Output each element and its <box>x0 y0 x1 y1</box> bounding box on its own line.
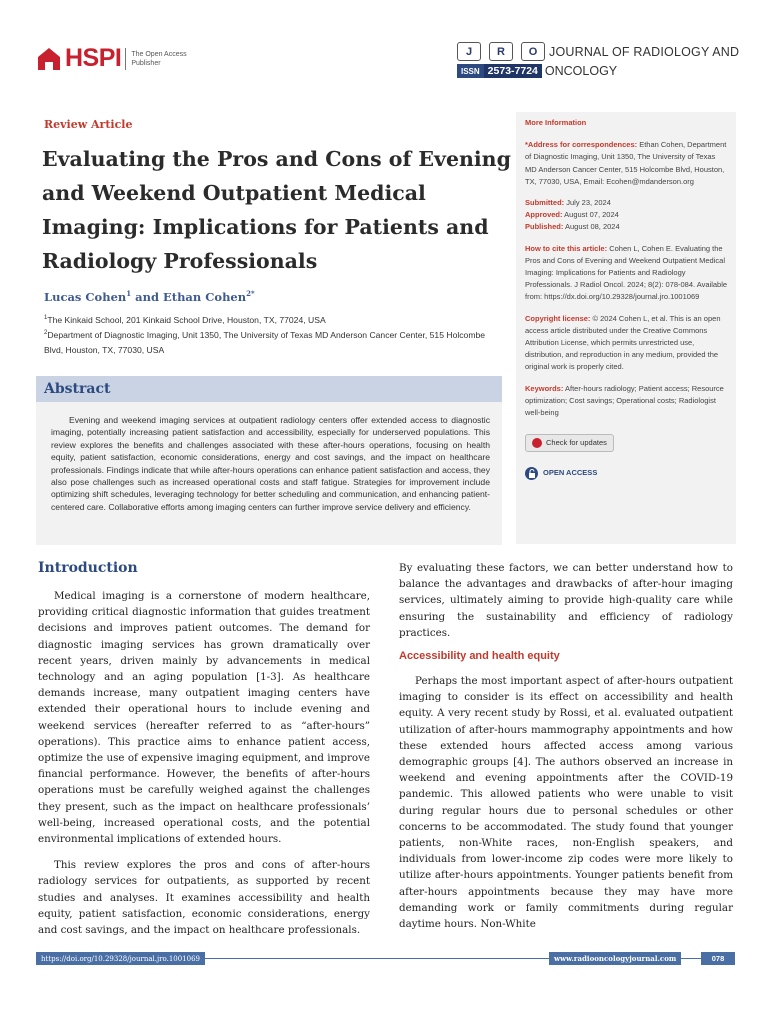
article-info-sidebar <box>516 112 736 544</box>
sidebar-heading: More Information <box>525 118 587 127</box>
publisher-tagline <box>131 50 195 68</box>
journal-logo <box>457 42 739 78</box>
divider <box>125 48 126 70</box>
intro-paragraph-2: This review explores the pros and cons of after-hours radiology services for outpatients, as supported by recent studies and analyses. It examines accessibility and health equity, patient satisfaction, economic considerations, energy and cost savings, and the impact on healthcare professionals. <box>38 859 370 937</box>
affiliation-1-sup: 1 <box>44 315 48 321</box>
right-paragraph-1: By evaluating these factors, we can better understand how to balance the advantages and drawbacks of after-hour imaging services, ultimately aiming to provide high-quality care while ensuring the sustainability and efficiency of radiology practices. <box>399 562 733 639</box>
submitted-label: Submitted: <box>525 198 565 208</box>
abstract-heading-bar <box>36 376 502 402</box>
approved-label: Approved: <box>525 210 563 220</box>
publisher-tagline-line2: Publisher <box>131 59 161 67</box>
journal-letter-o: O <box>521 42 545 61</box>
publisher-logo <box>36 44 195 73</box>
cite-text: Cohen L, Cohen E. Evaluating the Pros and Cons of Evening and Weekend Outpatient Medical Imaging: Implications for Patients and Radiology Professionals. J Radiol Oncol. 2024; 8(2): 078-084. Available from: https://dx.doi.org/10.29328/journal.jro.1001069 <box>525 243 728 302</box>
issn-number: 2573-7724 <box>484 64 542 78</box>
doi-link[interactable]: https://doi.org/10.29328/journal.jro.1001069 <box>36 952 205 965</box>
keywords-text: After-hours radiology; Patient access; Resource optimization; Cost savings; Operational costs; Radiologist well-being <box>525 383 724 418</box>
correspondence <box>525 139 728 188</box>
abstract-heading: Abstract <box>44 381 111 397</box>
right-paragraph-2: Perhaps the most important aspect of after-hours outpatient imaging to consider is its effect on accessibility and health equity. A very recent study by Rossi, et al. evaluated outpatient utilization of after-hours mammography appointments and how these extended hours affected access among various demographic groups [4]. The authors observed an increase in weekend and evening appointments after the COVID-19 pandemic. This allowed patients who were unable to visit during regular hours due to personal schedules or other concerns to be accommodated. The study found that younger patients, non-White races, non-English speakers, and individuals from lower-income zip codes were more likely to utilize after-hours appointments. Younger patients benefit from after-hours appointments because they may have more demanding work or family commitments during regular daytime hours. Non-White <box>399 675 733 931</box>
affiliation-2-text: Department of Diagnostic Imaging, Unit 1350, The University of Texas MD Anderson Cancer Center, 515 Holcombe Blvd, Houston, TX, 77030, USA <box>44 329 486 356</box>
journal-name-line2: ONCOLOGY <box>544 64 618 78</box>
affiliation-2 <box>44 326 494 359</box>
accessibility-section <box>399 673 733 932</box>
issn-label: ISSN <box>457 64 484 78</box>
intro-paragraph-1: Medical imaging is a cornerstone of modern healthcare, providing critical diagnostic information that guides treatment decisions and improves patient outcomes. The demand for diagnostic imaging services has grown dramatically over recent years, driven mainly by advancements in medical technology and an aging population [1-3]. As healthcare demands increase, many outpatient imaging centers have extended their operational hours to include evening and weekend services (hereafter referred to as “after-hours” operations). This practice aims to enhance patient access, optimize the use of expensive imaging equipment, and improve financial performance. However, the benefits of after-hours operations must be carefully weighed against the challenges they present, such as the impact on healthcare professionals’ well-being, increased operational costs, and the potential environmental implications of extended hours. <box>38 590 370 846</box>
check-for-updates-label: Check for updates <box>546 438 607 448</box>
publisher-name: HSPI <box>65 44 122 72</box>
journal-name-line1: JOURNAL OF RADIOLOGY AND <box>549 44 740 59</box>
introduction-heading: Introduction <box>38 560 138 576</box>
published-date: August 08, 2024 <box>563 222 620 232</box>
left-column <box>38 588 370 938</box>
approved-date: August 07, 2024 <box>562 210 619 220</box>
copyright-label: Copyright license: <box>525 313 591 323</box>
copyright-text: © 2024 Cohen L, et al. This is an open access article distributed under the Creative Commons Attribution License, which permits unrestricted use, distribution, and reproduction in any medium, provided the original work is properly cited. <box>525 313 721 372</box>
author-2-sup: 2* <box>246 289 255 298</box>
website-link[interactable]: www.radiooncologyjournal.com <box>549 952 681 965</box>
citation <box>525 243 728 304</box>
open-access-label: OPEN ACCESS <box>543 467 598 477</box>
author-1-sup: 1 <box>126 289 132 298</box>
submitted-date: July 23, 2024 <box>564 198 611 208</box>
crossmark-icon <box>532 438 542 448</box>
check-for-updates-button[interactable] <box>525 434 614 452</box>
copyright <box>525 313 728 374</box>
journal-letter-r: R <box>489 42 513 61</box>
affiliation-1-text: The Kinkaid School, 201 Kinkaid School Drive, Houston, TX, 77024, USA <box>47 314 326 325</box>
keywords <box>525 383 728 420</box>
article-title: Evaluating the Pros and Cons of Evening and Weekend Outpatient Medical Imaging: Implications for Patients and Radiology Professionals <box>42 147 511 273</box>
cite-label: How to cite this article: <box>525 243 608 253</box>
keywords-label: Keywords: <box>525 383 564 393</box>
accessibility-heading: Accessibility and health equity <box>399 650 560 662</box>
author-1: Lucas Cohen <box>44 289 127 304</box>
open-lock-icon <box>525 467 538 480</box>
correspondence-text: Ethan Cohen, Department of Diagnostic Imaging, Unit 1350, The University of Texas MD Anderson Cancer Center, 515 Holcombe Blvd, Houston, TX, 77030, USA, Email: Ecohen@mdanderson.org <box>525 140 727 186</box>
house-icon <box>36 46 62 72</box>
affiliation-2-sup: 2 <box>44 330 48 336</box>
publisher-tagline-line1: The Open Access <box>131 50 187 58</box>
journal-letter-j: J <box>457 42 481 61</box>
right-column <box>399 560 733 641</box>
author-2: and Ethan Cohen <box>131 289 247 304</box>
author-list <box>44 289 255 304</box>
page-number: 078 <box>701 952 735 965</box>
correspondence-label: *Address for correspondences: <box>525 140 638 150</box>
open-access-badge <box>525 467 728 480</box>
dates <box>525 197 728 234</box>
published-label: Published: <box>525 222 564 232</box>
abstract-text: Evening and weekend imaging services at outpatient radiology centers offer extended access to diagnostic imaging, potentially increasing patient satisfaction and accessibility, especially for underserved populations. This review explores the benefits and challenges associated with these after-hours operations, focusing on health equity, patient satisfaction, economic considerations, energy and cost savings, and the impact on healthcare professionals. Findings indicate that while after-hours operations can enhance patient satisfaction and access, they also pose challenges such as increased operational costs and staff fatigue. Strategies for improvement include optimizing shift schedules, leveraging technology for better scheduling and communication, and enhancing patient-centered care. Collaborative efforts among imaging centers can further improve service delivery and efficiency. <box>36 402 502 545</box>
article-type: Review Article <box>44 118 133 131</box>
